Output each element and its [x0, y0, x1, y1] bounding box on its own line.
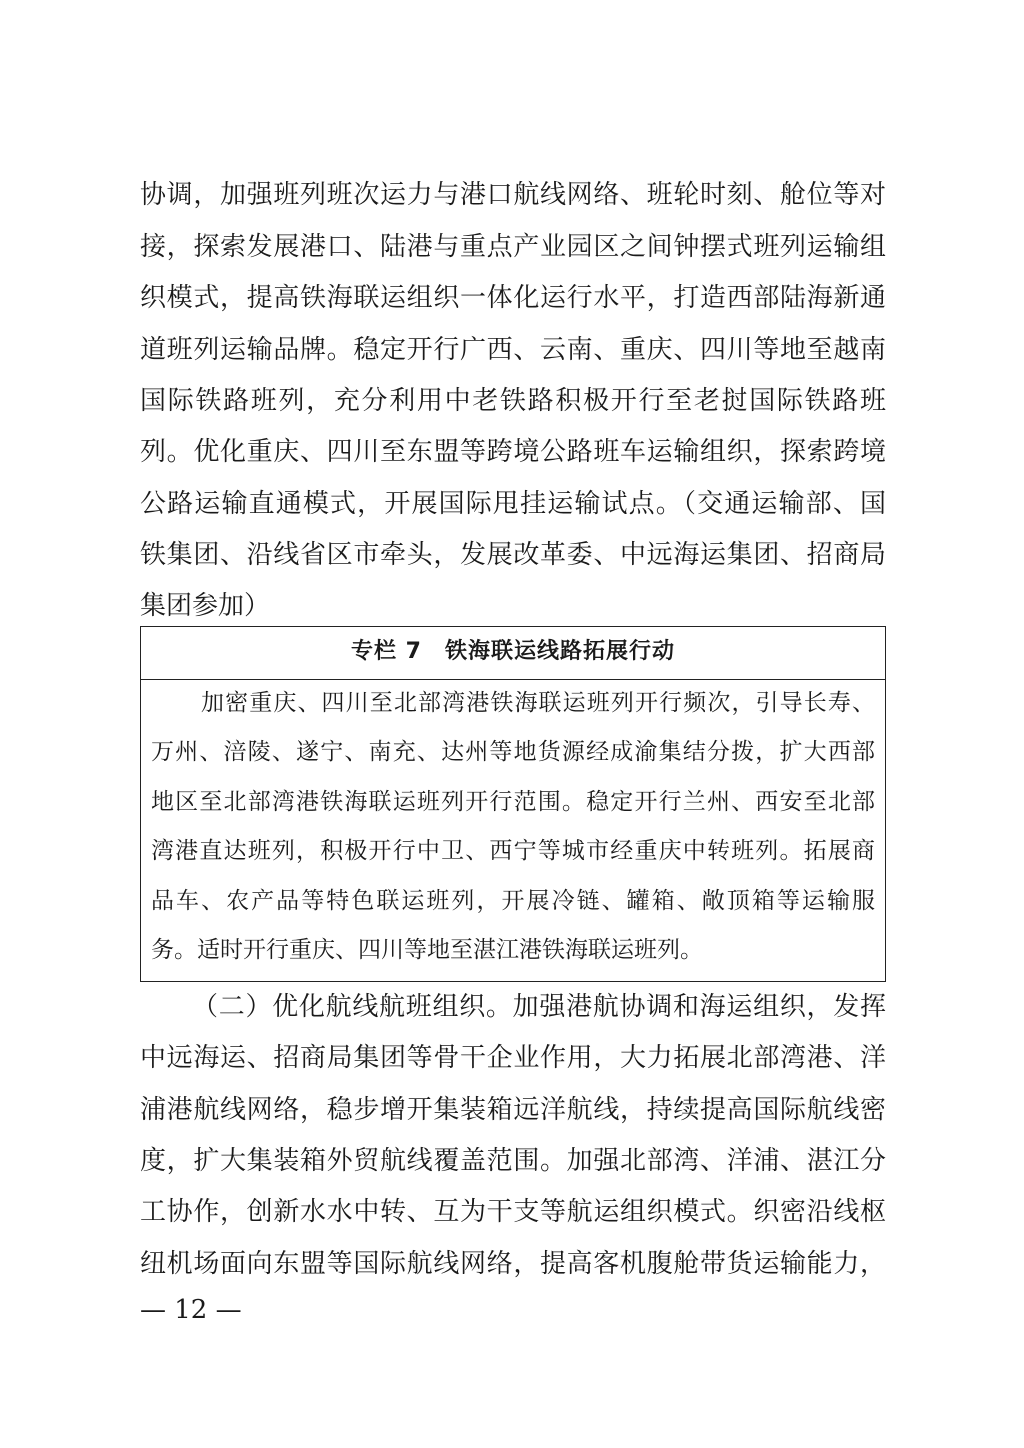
column-box-line: 务。适时开行重庆、四川等地至湛江港铁海联运班列。 — [151, 937, 703, 963]
column-box-line: 地区至北部湾港铁海联运班列开行范围。稳定开行兰州、西安至北部 — [151, 789, 875, 815]
paragraph-line: 织模式，提高铁海联运组织一体化运行水平，打造西部陆海新通 — [140, 283, 886, 313]
page-number: — 12 — — [140, 1295, 242, 1325]
paragraph-first-line — [192, 990, 886, 1024]
column-box-title: 专栏 7 铁海联运线路拓展行动 — [351, 639, 675, 664]
paragraph-line: 国际铁路班列，充分利用中老铁路积极开行至老挝国际铁路班 — [140, 386, 886, 416]
column-box-line: 湾港直达班列，积极开行中卫、西宁等城市经重庆中转班列。拓展商 — [151, 838, 875, 864]
section-heading: （二）优化航线航班组织。 — [192, 992, 513, 1022]
column-box-line: 加密重庆、四川至北部湾港铁海联运班列开行频次，引导长寿、 — [201, 690, 875, 716]
paragraph-line: 纽机场面向东盟等国际航线网络，提高客机腹舱带货运输能力， — [140, 1249, 886, 1279]
paragraph-line: 铁集团、沿线省区市牵头，发展改革委、中远海运集团、招商局 — [140, 540, 886, 570]
paragraph-line: 度，扩大集装箱外贸航线覆盖范围。加强北部湾、洋浦、湛江分 — [140, 1146, 886, 1176]
paragraph-line: 接，探索发展港口、陆港与重点产业园区之间钟摆式班列运输组 — [140, 232, 886, 262]
paragraph-line: 道班列运输品牌。稳定开行广西、云南、重庆、四川等地至越南 — [140, 335, 886, 365]
paragraph-line: 协调，加强班列班次运力与港口航线网络、班轮时刻、舱位等对 — [140, 180, 886, 210]
column-box-line: 品车、农产品等特色联运班列，开展冷链、罐箱、敞顶箱等运输服 — [151, 888, 875, 914]
column-box-header — [141, 627, 885, 680]
column-box — [140, 626, 886, 982]
paragraph-line: 公路运输直通模式，开展国际甩挂运输试点。（交通运输部、国 — [140, 489, 886, 519]
paragraph-line: 列。优化重庆、四川至东盟等跨境公路班车运输组织，探索跨境 — [140, 437, 886, 467]
paragraph-line-rest: 加强港航协调和海运组织，发挥 — [512, 992, 886, 1022]
paragraph-line: 中远海运、招商局集团等骨干企业作用，大力拓展北部湾港、洋 — [140, 1043, 886, 1073]
paragraph-line: 工协作，创新水水中转、互为干支等航运组织模式。织密沿线枢 — [140, 1197, 886, 1227]
paragraph-line: 集团参加） — [140, 591, 271, 621]
column-box-line: 万州、涪陵、遂宁、南充、达州等地货源经成渝集结分拨，扩大西部 — [151, 739, 875, 765]
paragraph-line: 浦港航线网络，稳步增开集装箱远洋航线，持续提高国际航线密 — [140, 1095, 886, 1125]
